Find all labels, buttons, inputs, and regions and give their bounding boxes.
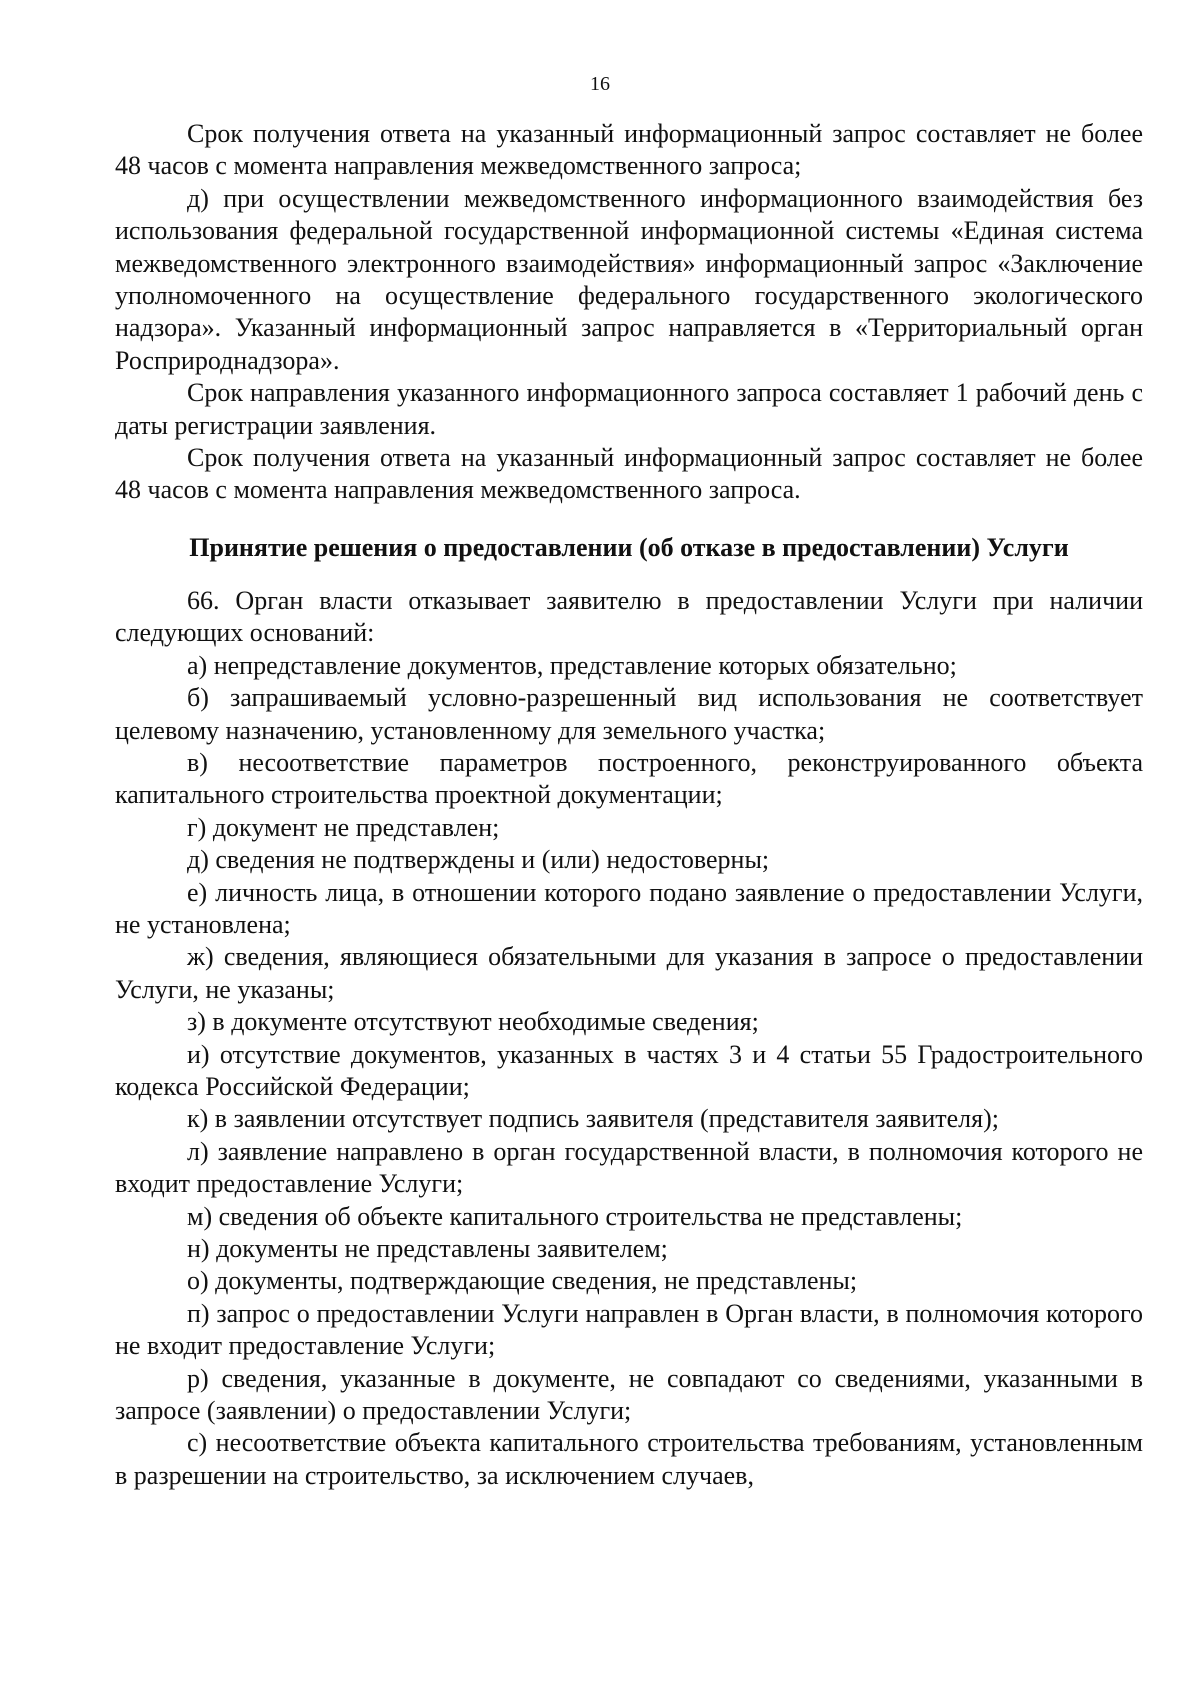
list-item: н) документы не представлены заявителем; [187,1234,668,1263]
list-item: е) личность лица, в отношении которого подано заявление о предоставлении Услуги, не установлена; [115,877,1143,939]
paragraph: д) при осуществлении межведомственного информационного взаимодействия без использования федеральной государственной информационной системы «Единая система межведомственного электронного взаимодействия» информационный запрос «Заключение уполномоченного на осуществление федерального государственного экологического надзора». Указанный информационный запрос направляется в «Территориальный орган Росприроднадзора». [115,183,1143,375]
list-item: к) в заявлении отсутствует подпись заявителя (представителя заявителя); [187,1104,999,1134]
list-item: и) отсутствие документов, указанных в частях 3 и 4 статьи 55 Градостроительного кодекса Российской Федерации; [115,1039,1143,1101]
list-item: г) документ не представлен; [187,812,500,842]
list-item: л) заявление направлено в орган государственной власти, в полномочия которого не входит предоставление Услуги; [115,1136,1143,1199]
page-number: 16 [590,73,610,95]
list-item: ж) сведения, являющиеся обязательными для указания в запросе о предоставлении Услуги, не указаны; [115,942,1143,1004]
paragraph: Срок направления указанного информационного запроса составляет 1 рабочий день с даты регистрации заявления. [115,378,1143,440]
list-item: а) непредставление документов, представление которых обязательно; [187,650,957,680]
list-item: в) несоответствие параметров построенного, реконструированного объекта капитального строительства проектной документации; [115,747,1143,810]
section-heading: Принятие решения о предоставлении (об отказе в предоставлении) Услуги [189,532,1069,562]
paragraph: Срок получения ответа на указанный информационный запрос составляет не более 48 часов с момента направления межведомственного запроса; [115,119,1143,181]
paragraph: Срок получения ответа на указанный информационный запрос составляет не более 48 часов с момента направления межведомственного запроса. [115,443,1143,505]
list-item: р) сведения, указанные в документе, не совпадают со сведениями, указанными в запросе (заявлении) о предоставлении Услуги; [115,1363,1143,1426]
list-item: о) документы, подтверждающие сведения, не представлены; [187,1266,858,1296]
list-item: з) в документе отсутствуют необходимые сведения; [187,1007,759,1037]
list-item: п) запрос о предоставлении Услуги направлен в Орган власти, в полномочия которого не входит предоставление Услуги; [115,1298,1143,1361]
list-item: с) несоответствие объекта капитального строительства требованиям, установленным в разрешении на строительство, за исключением случаев, [115,1428,1143,1490]
list-item: м) сведения об объекте капитального строительства не представлены; [187,1201,963,1231]
document-body [115,118,1143,1492]
clause-intro: 66. Орган власти отказывает заявителю в предоставлении Услуги при наличии следующих оснований: [115,585,1143,648]
list-item: д) сведения не подтверждены и (или) недостоверны; [187,845,770,875]
list-item: б) запрашиваемый условно-разрешенный вид использования не соответствует целевому назначению, установленному для земельного участка; [115,683,1143,745]
